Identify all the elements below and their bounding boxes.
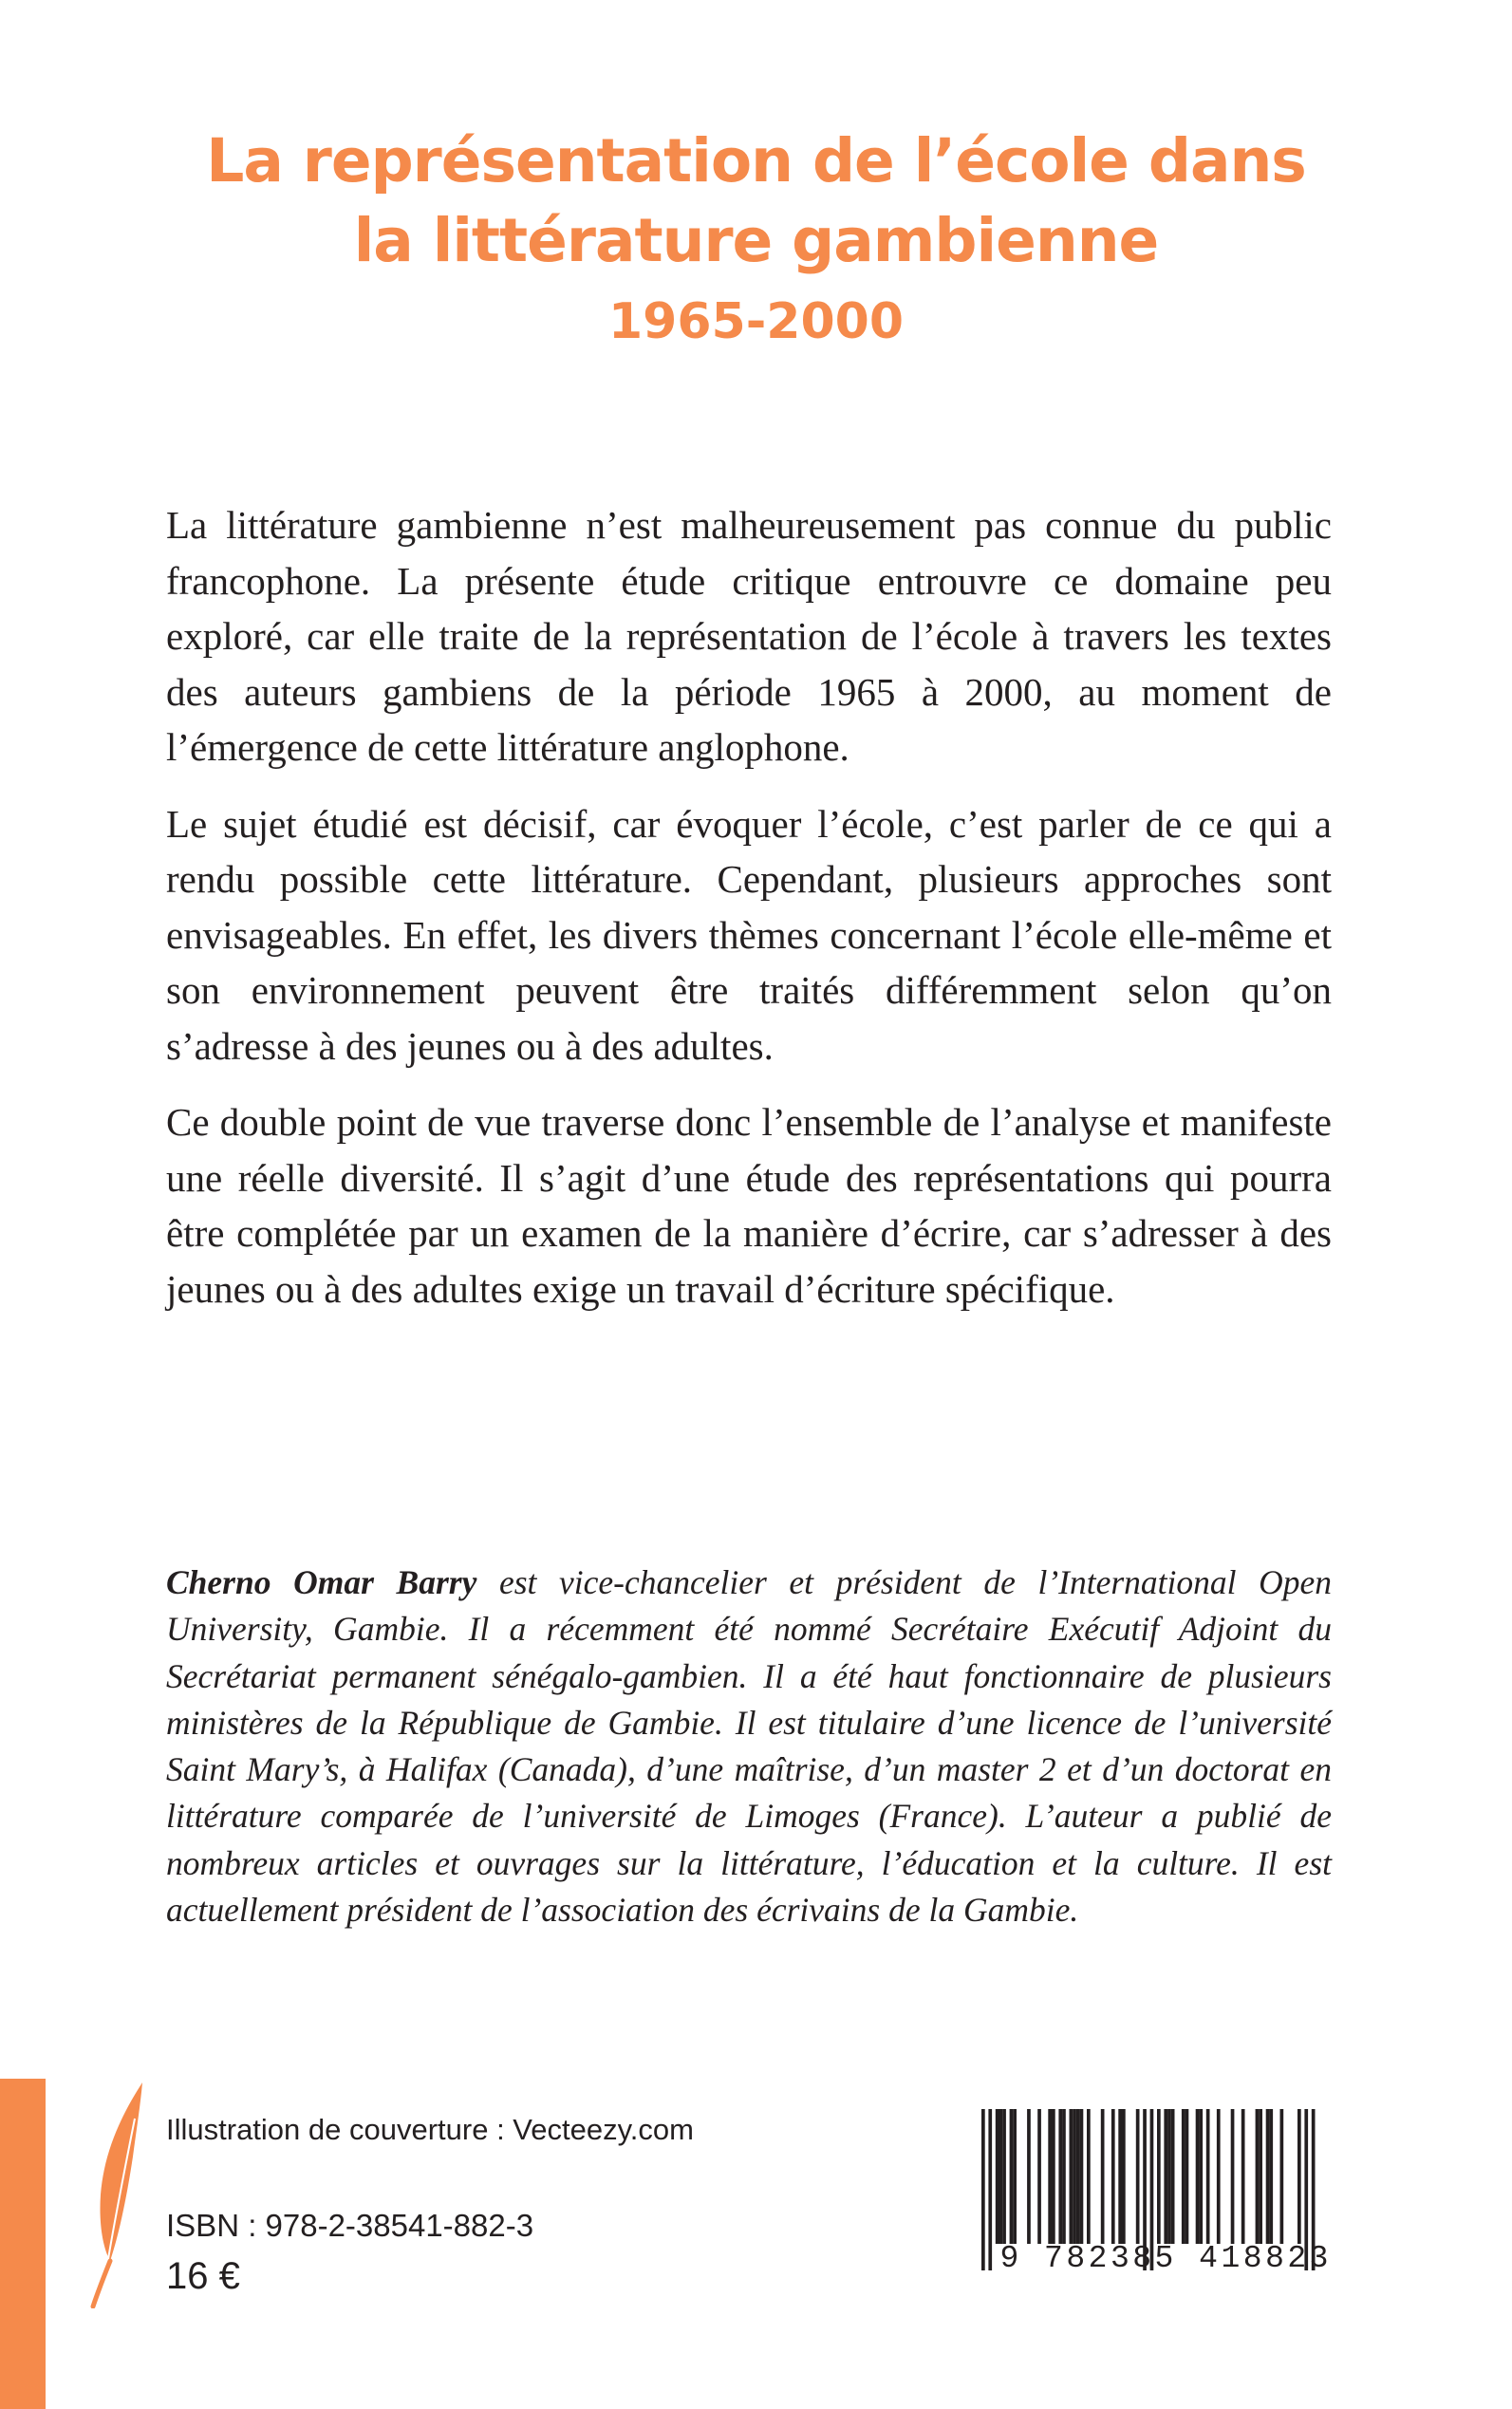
- barcode-bar: [1013, 2109, 1017, 2244]
- barcode-bar: [1206, 2109, 1210, 2244]
- barcode-bar: [1037, 2109, 1041, 2244]
- author-bio-text: est vice-chancelier et président de l’International Open University, Gambie. Il a récemment été nommé Secrétaire Exécutif Adjoint du Secrétariat permanent sénégalo-gambien. Il a été haut fonctionnaire de plusieurs ministères de la République de Gambie. Il est titulaire d’une licence de l’université Saint Mary’s, à Halifax (Canada), d’une maîtrise, d’un master 2 et d’un doctorat en littérature comparée de l’université de Limoges (France). L’auteur a publié de nombreux articles et ouvrages sur la littérature, l’éducation et la culture. Il est actuellement président de l’association des écrivains de la Gambie.: [166, 1563, 1332, 1930]
- barcode-bar: [1048, 2109, 1052, 2244]
- barcode-bar: [1171, 2109, 1175, 2244]
- barcode-bar: [1027, 2109, 1031, 2244]
- barcode-bar: [996, 2109, 999, 2244]
- barcode-bar: [1157, 2109, 1161, 2244]
- barcode-bar: [1167, 2109, 1171, 2244]
- summary-paragraph-3: Ce double point de vue traverse donc l’ensemble de l’analyse et manifeste une réelle diversité. Il s’agit d’une étude des représentations qui pourra être complétée par un examen de la manière d’écrire, car s’adresser à des jeunes ou à des adultes exige un travail d’écriture spécifique.: [166, 1100, 1332, 1311]
- barcode-bar: [1087, 2109, 1091, 2244]
- barcode-bar: [1101, 2109, 1105, 2244]
- isbn: ISBN : 978-2-38541-882-3: [166, 2208, 534, 2243]
- back-cover-summary: [166, 497, 1332, 1337]
- title-line-1: La représentation de l’école dans: [206, 126, 1306, 196]
- barcode-bar: [1136, 2109, 1140, 2244]
- barcode-bar: [1231, 2109, 1235, 2244]
- barcode-bar: [1010, 2109, 1014, 2244]
- barcode-number: 9 782385 418823: [999, 2241, 1332, 2276]
- barcode-bar: [1164, 2109, 1167, 2244]
- barcode-bar: [1058, 2109, 1062, 2244]
- barcode-bar: [1256, 2109, 1260, 2244]
- summary-paragraph-1: La littérature gambienne n’est malheureusement pas connue du public francophone. La présente étude critique entrouvre ce domaine peu exploré, car elle traite de la représentation de l’école à travers les textes des auteurs gambiens de la période 1965 à 2000, au moment de l’émergence de cette littérature anglophone.: [166, 503, 1332, 769]
- barcode-bar: [1070, 2109, 1073, 2244]
- summary-paragraph-2: Le sujet étudié est décisif, car évoquer l’école, c’est parler de ce qui a rendu possible cette littérature. Cependant, plusieurs approches sont envisageables. En effet, les divers thèmes concernant l’école elle-même et son environnement peuvent être traités différemment selon qu’on s’adresse à des jeunes ou à des adultes.: [166, 801, 1332, 1068]
- barcode-bar: [1062, 2109, 1066, 2244]
- barcode-bar: [1111, 2109, 1115, 2244]
- barcode-bar: [1196, 2109, 1200, 2244]
- barcode-bar: [1241, 2109, 1245, 2244]
- barcode-bar: [1297, 2109, 1301, 2244]
- cover-title: [95, 121, 1417, 355]
- barcode-bar: [999, 2109, 1003, 2244]
- barcode-bar: [1002, 2109, 1006, 2244]
- title-years: 1965-2000: [607, 293, 905, 350]
- barcode-bar: [1076, 2109, 1080, 2244]
- barcode-bar: [1185, 2109, 1189, 2244]
- barcode-bar: [1122, 2109, 1126, 2244]
- illustration-credit: Illustration de couverture : Vecteezy.com: [166, 2113, 694, 2146]
- feather-icon: [87, 2081, 146, 2308]
- barcode-bar: [1280, 2109, 1284, 2244]
- barcode-bar: [1259, 2109, 1262, 2244]
- barcode-bar: [1052, 2109, 1055, 2244]
- barcode-bar: [1182, 2109, 1185, 2244]
- author-bio: [166, 1559, 1332, 1933]
- orange-accent-bar: [0, 2079, 46, 2409]
- barcode-bar: [1073, 2109, 1076, 2244]
- title-line-2: la littérature gambienne: [353, 206, 1159, 275]
- barcode-bar: [1217, 2109, 1221, 2244]
- barcode-bar: [1080, 2109, 1084, 2244]
- barcode-bar: [1269, 2109, 1273, 2244]
- barcode-bar: [1266, 2109, 1270, 2244]
- price: 16 €: [166, 2255, 240, 2297]
- barcode-bar: [1118, 2109, 1122, 2244]
- author-name: Cherno Omar Barry: [166, 1563, 477, 1601]
- barcode-bar: [1199, 2109, 1203, 2244]
